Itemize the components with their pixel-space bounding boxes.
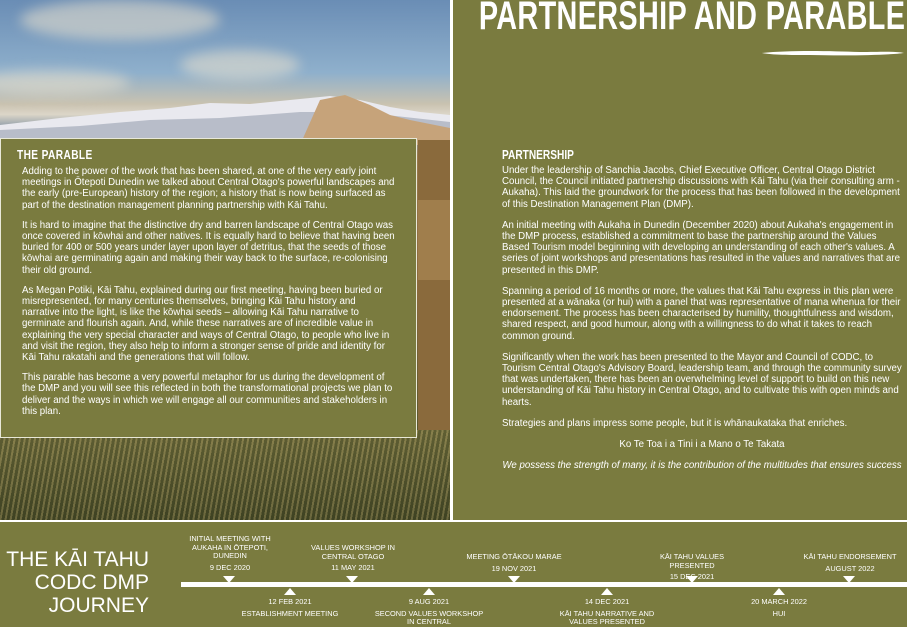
parable-paragraph: It is hard to imagine that the distinctive dry and barren landscape of Central Otago was once covered in kōwhai and other natives. It is equally hard to believe that having been buried for 400 or 500 years under layer upon layer of detritus, that the seeds of those kōwhai are germinating again and making their way back to the surface, re-colonising their old ground.: [22, 219, 395, 276]
partnership-paragraph: Strategies and plans impress some people, but it is whānaukataka that enriches.: [502, 417, 848, 429]
timeline-marker-down: [686, 576, 698, 583]
timeline-marker-down: [223, 576, 235, 583]
event-date: 12 FEB 2021: [268, 597, 312, 606]
partnership-paragraph: Spanning a period of 16 months or more, the values that Kāi Tahu express in this plan were presented at a wānaka (or hui) with a panel that was representative of mana whenua for their endorsement. The process has been characterised by humility, thoughtfulness and wisdom, shared respect, and good humour, along with a willingness to do what it takes to reach common ground.: [502, 285, 901, 342]
event-label: SECOND VALUES WORKSHOP IN CENTRAL: [374, 608, 484, 626]
tussock-grass: [0, 430, 450, 520]
timeline-event: [175, 535, 285, 572]
event-label: HUI: [772, 608, 786, 618]
event-label: MEETING ŌTĀKOU MARAE: [466, 552, 562, 561]
event-date: 19 NOV 2021: [491, 563, 537, 573]
timeline-marker-up: [601, 588, 613, 595]
panel-divider: [450, 0, 453, 520]
event-date: 9 DEC 2020: [209, 562, 251, 572]
timeline-event: [374, 598, 484, 627]
timeline-event: [235, 598, 345, 618]
event-label: KĀI TAHU ENDORSEMENT: [803, 552, 897, 561]
parable-text: [22, 166, 396, 426]
parable-paragraph: As Megan Potiki, Kāi Tahu, explained during our first meeting, having been buried or misrepresented, for many centuries themselves, bringing Kāi Tahu history and narrative into the light, is like the kōwhai seeds – allowing Kāi Tahu narrative to germinate and flourish again. And, while these narratives are of incredible value in explaining the very special character and ways of Central Otago, to people who live in and visit the region, they also help to inform a stronger sense of pride and identity for Kāi Tahu rakatahi and the generations that will follow.: [22, 284, 390, 364]
partnership-heading: PARTNERSHIP: [502, 147, 574, 162]
timeline-marker-down: [508, 576, 520, 583]
journey-title-line: THE KĀI TAHU: [6, 548, 149, 571]
timeline-event: [298, 544, 408, 573]
partnership-paragraph: Significantly when the work has been presented to the Mayor and Council of CODC, to Tourism Central Otago's Advisory Board, leadership team, and through the community survey that was undertaken, there has been an overwhelming level of support to build on this new understanding of Kāi Tahu history in Central Otago, and to cultivate this with open minds and hearts.: [502, 351, 902, 408]
parable-paragraph: This parable has become a very powerful metaphor for us during the development of the DMP and you will see this reflected in both the transformational projects we plan to deliver and the ways in which we will engage all our communities and stakeholders in this plan.: [22, 372, 393, 417]
event-date: 15 DEC 2021: [669, 572, 715, 581]
partnership-text: [502, 165, 902, 481]
timeline-marker-up: [423, 588, 435, 595]
proverb-translation: We possess the strength of many, it is the contribution of the multitudes that ensures success: [502, 460, 902, 472]
timeline-marker-down: [843, 576, 855, 583]
partnership-paragraph: Under the leadership of Sanchia Jacobs, Chief Executive Officer, Central Otago District Council, the Council initiated partnership discussions with Kāi Tahu (via their consulting arm - Aukaha). This laid the groundwork for the process that has been followed in the development of this Destination Management Plan (DMP).: [502, 165, 900, 210]
brush-stroke-underline: [760, 49, 906, 57]
journey-title-line: JOURNEY: [48, 594, 149, 617]
timeline-event: [552, 598, 662, 627]
event-date: AUGUST 2022: [825, 563, 875, 573]
parable-paragraph: Adding to the power of the work that has been shared, at one of the very early joint meetings in Ōtepoti Dunedin we talked about Central Otago's powerful landscapes and the early (pre-European) history of the region; a history that is now being surfaced as part of the destination management planning partnership with Kāi Tahu.: [22, 166, 395, 211]
journey-top-border: [0, 520, 907, 522]
page-title: PARTNERSHIP AND PARABLE: [478, 0, 905, 38]
event-label: INITIAL MEETING WITH AUKAHA IN ŌTEPOTI, DUNEDIN: [189, 534, 271, 560]
timeline-event: [459, 553, 569, 573]
timeline-axis: [181, 582, 907, 587]
partnership-paragraph: An initial meeting with Aukaha in Dunedin (December 2020) about Aukaha's engagement in the DMP process, established a commitment to base the partnership around the Values Based Tourism model beginning with developing an understanding of each other's values. A series of joint workshops and presentations has resulted in the values and narratives that are presented in this DMP.: [502, 219, 900, 276]
journey-title: [6, 548, 149, 617]
event-date: 14 DEC 2021: [584, 597, 630, 606]
event-date: 9 AUG 2021: [408, 597, 450, 606]
event-label: VALUES WORKSHOP IN CENTRAL OTAGO: [311, 543, 395, 561]
parable-heading: THE PARABLE: [17, 147, 93, 162]
event-label: KĀI TAHU NARRATIVE AND VALUES PRESENTED: [559, 608, 655, 626]
proverb: Ko Te Toa i a Tini i a Mano o Te Takata: [619, 439, 785, 451]
timeline-marker-up: [284, 588, 296, 595]
timeline-event: [724, 598, 834, 618]
event-label: KĀI TAHU VALUES PRESENTED: [659, 552, 725, 570]
timeline-marker-up: [773, 588, 785, 595]
timeline-marker-down: [346, 576, 358, 583]
event-date: 20 MARCH 2022: [751, 597, 807, 606]
event-date: 11 MAY 2021: [331, 563, 375, 572]
timeline-event: [795, 553, 905, 573]
event-label: ESTABLISHMENT MEETING: [241, 608, 339, 618]
journey-title-line: CODC DMP: [34, 571, 149, 594]
